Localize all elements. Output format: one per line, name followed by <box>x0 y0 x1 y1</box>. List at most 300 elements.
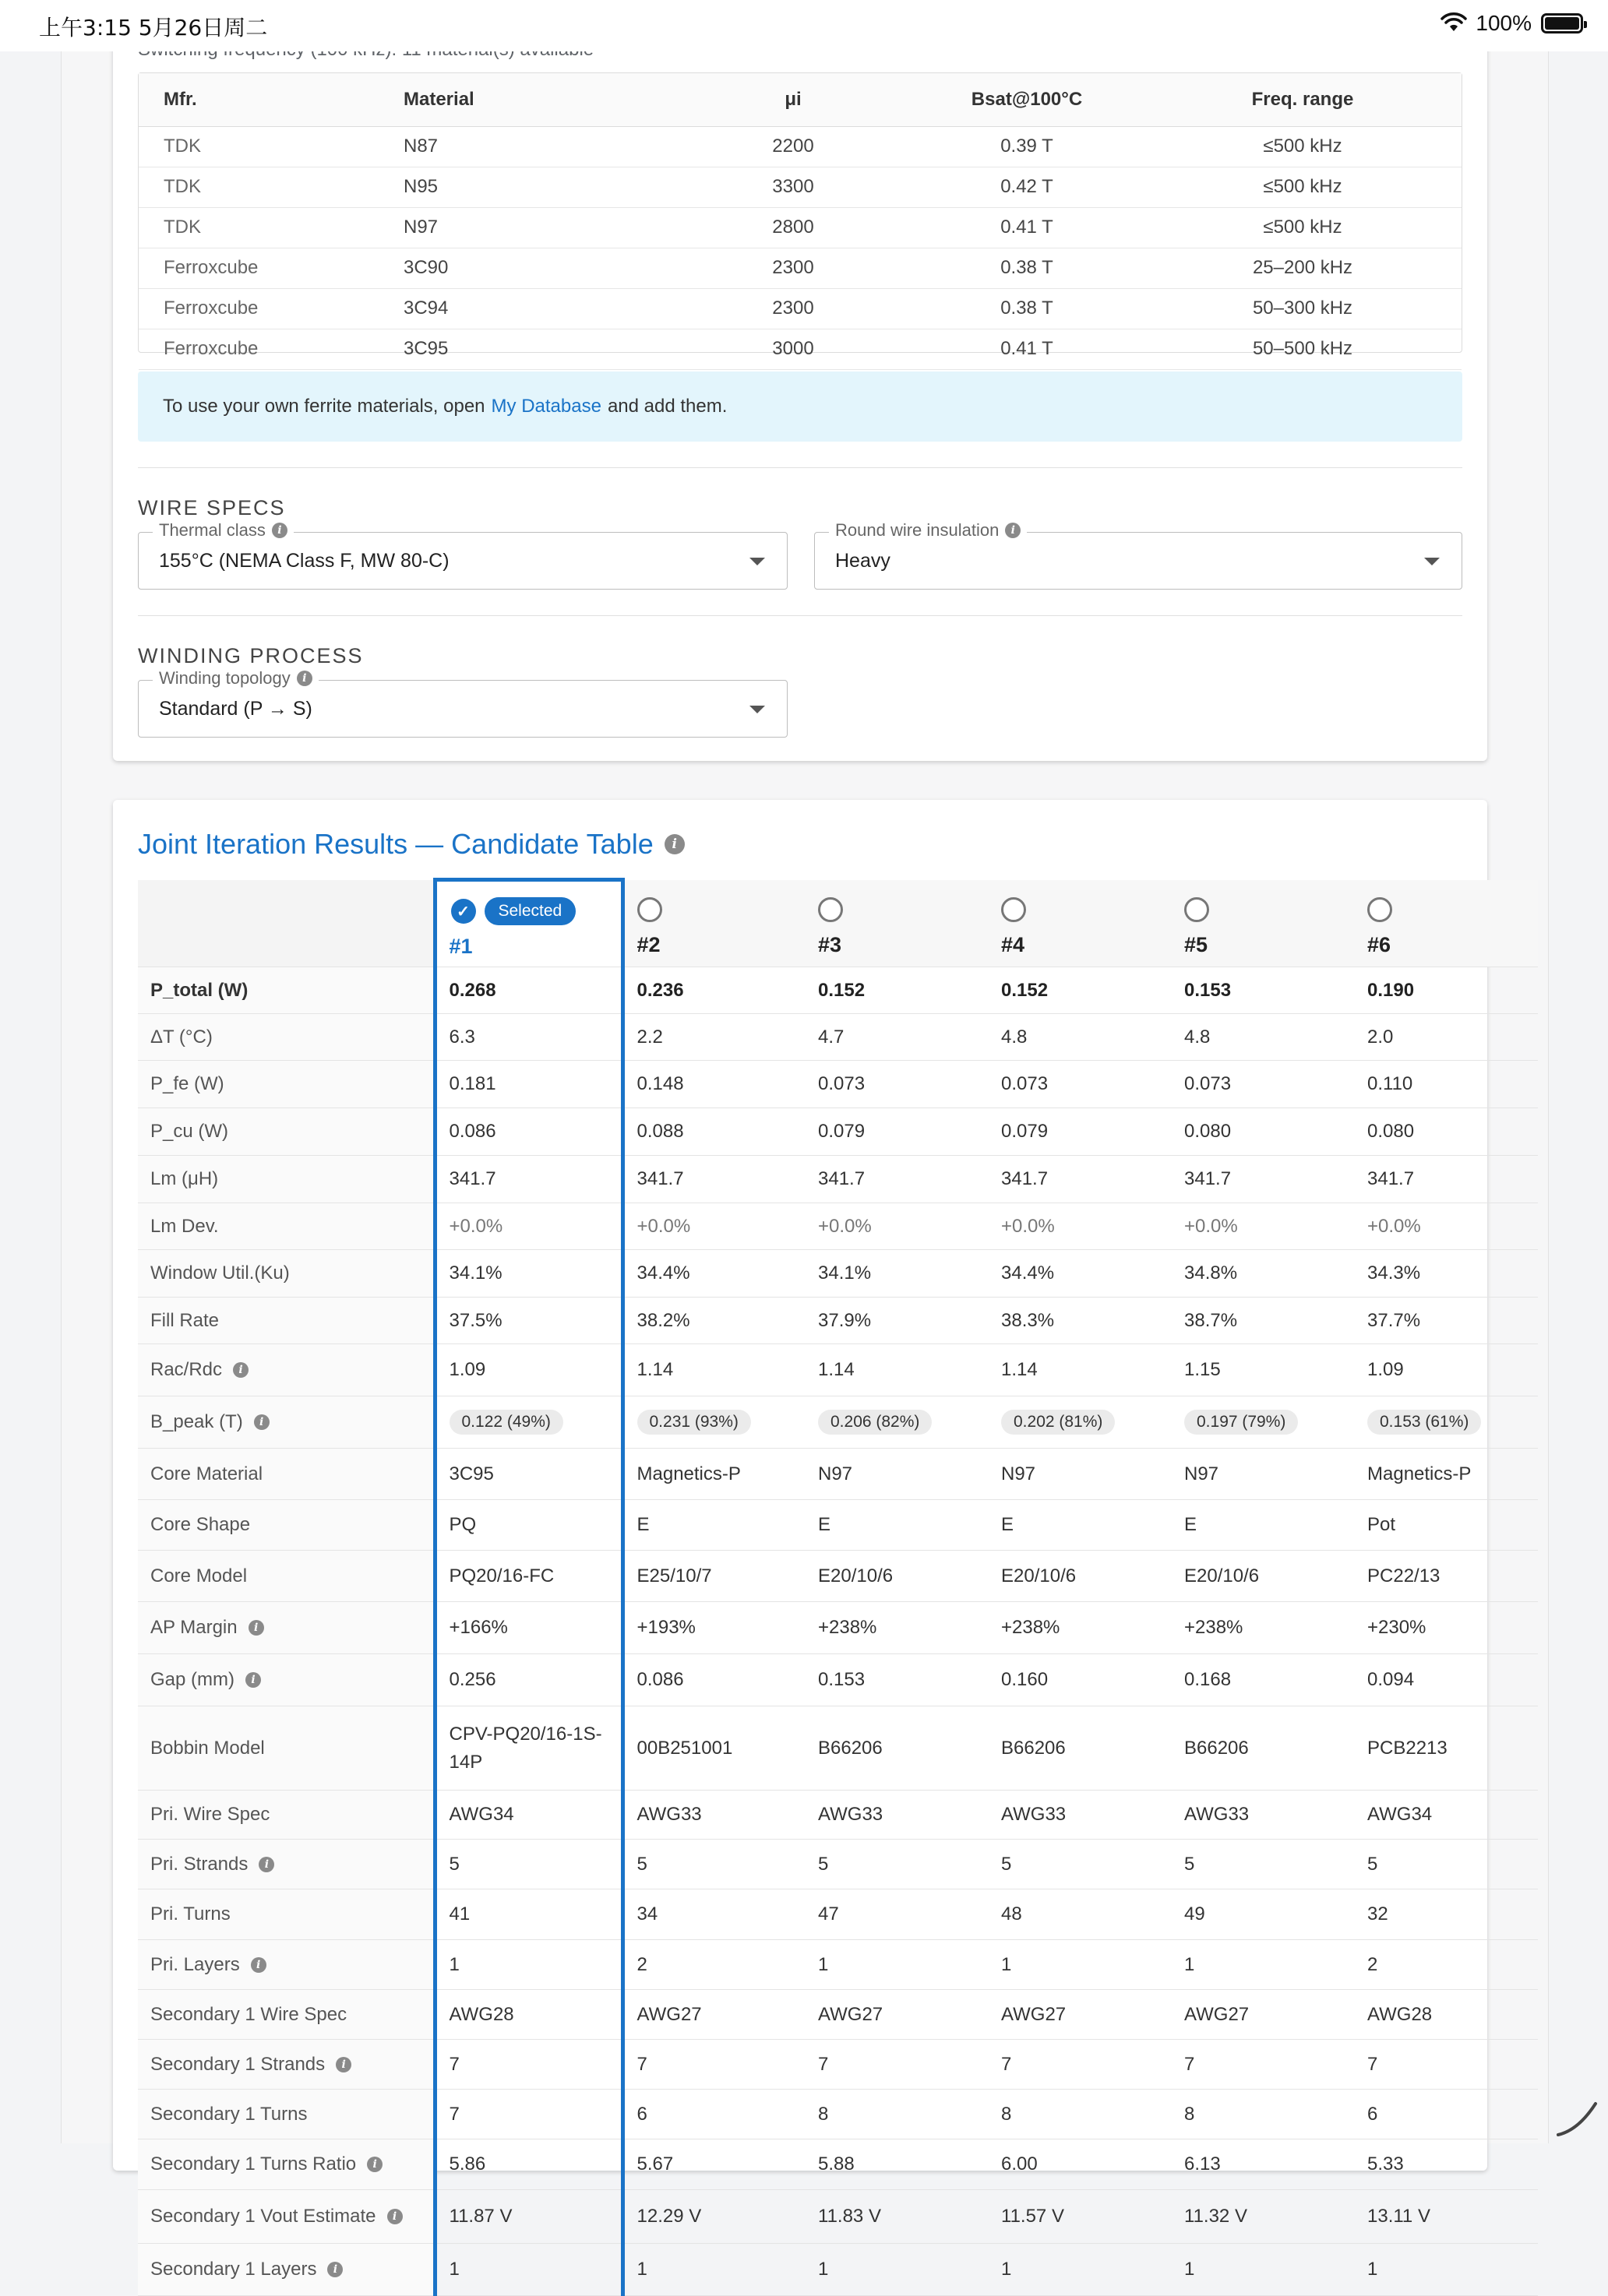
wifi-icon <box>1441 14 1466 33</box>
cell-candidate-6: PC22/13 <box>1355 1551 1538 1602</box>
cell-candidate-2: +193% <box>622 1602 806 1654</box>
table-row <box>138 2040 1538 2090</box>
b-peak-chip: 0.231 (93%) <box>637 1410 751 1435</box>
b-peak-chip: 0.197 (79%) <box>1184 1410 1298 1435</box>
col-material[interactable]: Material <box>404 73 676 126</box>
info-icon[interactable]: i <box>272 523 287 538</box>
cell-candidate-6: 2 <box>1355 1940 1538 1990</box>
material-cell-freq: ≤500 kHz <box>1144 207 1462 248</box>
thermal-class-label <box>153 520 294 541</box>
cell-candidate-2: 7 <box>622 2040 806 2090</box>
cell-candidate-4: 341.7 <box>989 1156 1172 1203</box>
candidate-table[interactable] <box>138 878 1472 2280</box>
row-label-text: P_fe (W) <box>150 1073 224 1094</box>
material-cell-material: 3C95 <box>404 329 676 369</box>
table-row <box>138 1500 1538 1551</box>
cell-candidate-4: +238% <box>989 1602 1172 1654</box>
cell-candidate-1 <box>435 1396 622 1449</box>
cell-candidate-1: 0.268 <box>435 967 622 1014</box>
material-row[interactable] <box>139 207 1462 248</box>
cell-candidate-5: 49 <box>1172 1889 1355 1940</box>
cell-candidate-1: +0.0% <box>435 1203 622 1250</box>
material-cell-bsat: 0.42 T <box>910 167 1144 207</box>
material-cell-bsat: 0.41 T <box>910 207 1144 248</box>
table-row <box>138 1298 1538 1344</box>
cell-candidate-6: 0.190 <box>1355 967 1538 1014</box>
row-label-text: Pri. Strands <box>150 1853 249 1875</box>
cell-candidate-4: 1 <box>989 2244 1172 2296</box>
cell-candidate-3: 5 <box>806 1840 989 1889</box>
b-peak-chip: 0.122 (49%) <box>450 1410 563 1435</box>
cell-candidate-4: 6.00 <box>989 2139 1172 2190</box>
material-cell-mu: 3000 <box>676 329 910 369</box>
cell-candidate-2: 0.086 <box>622 1654 806 1706</box>
cell-candidate-5: B66206 <box>1172 1706 1355 1791</box>
cell-candidate-2: 5 <box>622 1840 806 1889</box>
cell-candidate-2: 1 <box>622 2244 806 2296</box>
cell-candidate-5: 5 <box>1172 1840 1355 1889</box>
cell-candidate-2: AWG33 <box>622 1791 806 1840</box>
row-label-text: P_cu (W) <box>150 1121 229 1142</box>
battery-icon <box>1541 13 1583 33</box>
table-row <box>138 2139 1538 2190</box>
table-row <box>138 1706 1538 1791</box>
row-label <box>138 1449 435 1500</box>
cell-candidate-3: +238% <box>806 1602 989 1654</box>
cell-candidate-2: 0.088 <box>622 1108 806 1156</box>
material-cell-mfr: TDK <box>139 207 404 248</box>
cell-candidate-6: AWG28 <box>1355 1990 1538 2040</box>
cell-candidate-4: 0.079 <box>989 1108 1172 1156</box>
info-icon[interactable]: i <box>297 671 312 686</box>
cell-candidate-2: AWG27 <box>622 1990 806 2040</box>
cell-candidate-2: 0.148 <box>622 1061 806 1108</box>
material-row[interactable] <box>139 248 1462 288</box>
candidate-header-2[interactable] <box>622 880 806 967</box>
cell-candidate-6: 13.11 V <box>1355 2190 1538 2244</box>
cell-candidate-6: 1.09 <box>1355 1344 1538 1396</box>
row-label <box>138 967 435 1014</box>
cell-candidate-2: E <box>622 1500 806 1551</box>
b-peak-chip: 0.206 (82%) <box>818 1410 932 1435</box>
material-cell-mu: 2800 <box>676 207 910 248</box>
material-cell-mu: 2300 <box>676 288 910 329</box>
cell-candidate-4: B66206 <box>989 1706 1172 1791</box>
row-label-text: Pri. Layers <box>150 1953 240 1975</box>
table-row <box>138 1602 1538 1654</box>
info-icon[interactable]: i <box>233 1362 249 1378</box>
cell-candidate-3: 0.153 <box>806 1654 989 1706</box>
cell-candidate-5: 11.32 V <box>1172 2190 1355 2244</box>
row-label <box>138 1791 435 1840</box>
page-content <box>61 0 1549 2280</box>
cell-candidate-3: 1.14 <box>806 1344 989 1396</box>
cell-candidate-6: 37.7% <box>1355 1298 1538 1344</box>
info-icon[interactable]: i <box>254 1414 270 1430</box>
row-label-text: Secondary 1 Strands <box>150 2053 326 2075</box>
cell-candidate-3: 0.079 <box>806 1108 989 1156</box>
cell-candidate-5: +0.0% <box>1172 1203 1355 1250</box>
table-row <box>138 1840 1538 1889</box>
cell-candidate-6: 5 <box>1355 1840 1538 1889</box>
material-row[interactable] <box>139 329 1462 369</box>
header-corner <box>138 880 435 967</box>
candidate-header-4[interactable] <box>989 880 1172 967</box>
cell-candidate-6: 2.0 <box>1355 1014 1538 1061</box>
row-label-text: P_total (W) <box>150 979 249 1001</box>
cell-candidate-6: 341.7 <box>1355 1156 1538 1203</box>
col-freq[interactable]: Freq. range <box>1144 73 1462 126</box>
material-row[interactable] <box>139 126 1462 167</box>
row-label-text: Pri. Wire Spec <box>150 1804 270 1825</box>
cell-candidate-4: 8 <box>989 2090 1172 2139</box>
my-database-link[interactable]: My Database <box>491 396 601 417</box>
cell-candidate-1: 1.09 <box>435 1344 622 1396</box>
cell-candidate-4: 0.152 <box>989 967 1172 1014</box>
cell-candidate-4: 1.14 <box>989 1344 1172 1396</box>
row-label <box>138 2139 435 2190</box>
cell-candidate-4: E <box>989 1500 1172 1551</box>
info-icon[interactable]: i <box>336 2057 351 2072</box>
table-row <box>138 1889 1538 1940</box>
row-label <box>138 1298 435 1344</box>
cell-candidate-3: +0.0% <box>806 1203 989 1250</box>
cell-candidate-4 <box>989 1396 1172 1449</box>
cell-candidate-5: 7 <box>1172 2040 1355 2090</box>
cell-candidate-1: AWG34 <box>435 1791 622 1840</box>
row-label <box>138 1990 435 2040</box>
row-label-text: Lm (μH) <box>150 1168 219 1189</box>
candidate-number: #5 <box>1184 932 1208 956</box>
material-cell-mfr: Ferroxcube <box>139 288 404 329</box>
material-cell-material: N87 <box>404 126 676 167</box>
chevron-down-icon[interactable] <box>749 706 765 713</box>
table-row <box>138 1396 1538 1449</box>
cell-candidate-5: AWG33 <box>1172 1791 1355 1840</box>
row-label <box>138 1061 435 1108</box>
cell-candidate-5: 0.168 <box>1172 1654 1355 1706</box>
cell-candidate-3: 341.7 <box>806 1156 989 1203</box>
cell-candidate-5: 341.7 <box>1172 1156 1355 1203</box>
cell-candidate-2: 6 <box>622 2090 806 2139</box>
battery-percent: 100% <box>1476 11 1532 35</box>
table-row <box>138 2190 1538 2244</box>
row-label-text: Secondary 1 Wire Spec <box>150 2003 347 2025</box>
check-circle-icon[interactable]: ✓ <box>451 899 476 924</box>
cell-candidate-5: 0.073 <box>1172 1061 1355 1108</box>
cell-candidate-5: N97 <box>1172 1449 1355 1500</box>
cell-candidate-3: 11.83 V <box>806 2190 989 2244</box>
chevron-down-icon[interactable] <box>749 558 765 565</box>
results-title <box>138 828 685 861</box>
cell-candidate-4: 11.57 V <box>989 2190 1172 2244</box>
insulation-select[interactable] <box>814 520 1462 590</box>
cell-candidate-5: AWG27 <box>1172 1990 1355 2040</box>
cell-candidate-6: Magnetics-P <box>1355 1449 1538 1500</box>
cell-candidate-5: 1.15 <box>1172 1344 1355 1396</box>
candidate-number: #3 <box>818 932 842 956</box>
radio-icon[interactable] <box>1184 897 1209 922</box>
cell-candidate-1: PQ20/16-FC <box>435 1551 622 1602</box>
cell-candidate-6: 0.080 <box>1355 1108 1538 1156</box>
cell-candidate-1: PQ <box>435 1500 622 1551</box>
thermal-class-value: 155°C (NEMA Class F, MW 80-C) <box>159 550 450 572</box>
row-label <box>138 1840 435 1889</box>
insulation-label <box>829 520 1027 541</box>
cell-candidate-5: 1 <box>1172 1940 1355 1990</box>
table-row <box>138 2244 1538 2296</box>
row-label <box>138 1889 435 1940</box>
cell-candidate-4: E20/10/6 <box>989 1551 1172 1602</box>
row-label <box>138 1551 435 1602</box>
cell-candidate-1: 0.256 <box>435 1654 622 1706</box>
info-icon[interactable]: i <box>251 1957 266 1973</box>
cell-candidate-6 <box>1355 1396 1538 1449</box>
cell-candidate-4: 0.160 <box>989 1654 1172 1706</box>
cell-candidate-1: 11.87 V <box>435 2190 622 2244</box>
materials-table[interactable] <box>138 72 1462 359</box>
row-label <box>138 1156 435 1203</box>
cell-candidate-1: 341.7 <box>435 1156 622 1203</box>
row-label-text: Pri. Turns <box>150 1903 231 1924</box>
status-bar <box>0 0 1608 51</box>
radio-icon[interactable] <box>1367 897 1392 922</box>
cell-candidate-6: Pot <box>1355 1500 1538 1551</box>
cell-candidate-3: 34.1% <box>806 1250 989 1298</box>
cell-candidate-1: 3C95 <box>435 1449 622 1500</box>
cell-candidate-3: 4.7 <box>806 1014 989 1061</box>
cell-candidate-4: 38.3% <box>989 1298 1172 1344</box>
cell-candidate-3: E20/10/6 <box>806 1551 989 1602</box>
results-title-text: Joint Iteration Results — Candidate Table <box>138 828 654 860</box>
row-label-text: Secondary 1 Turns <box>150 2103 308 2125</box>
cell-candidate-3: 0.152 <box>806 967 989 1014</box>
cell-candidate-2: 2.2 <box>622 1014 806 1061</box>
cell-candidate-1: 7 <box>435 2090 622 2139</box>
table-row <box>138 967 1538 1014</box>
cell-candidate-5: 6.13 <box>1172 2139 1355 2190</box>
row-label <box>138 1203 435 1250</box>
cell-candidate-5: 0.153 <box>1172 967 1355 1014</box>
cell-candidate-3: 1 <box>806 1940 989 1990</box>
cell-candidate-4: 48 <box>989 1889 1172 1940</box>
row-label-text: Secondary 1 Vout Estimate <box>150 2206 376 2227</box>
table-row <box>138 1940 1538 1990</box>
material-cell-mu: 2300 <box>676 248 910 288</box>
col-mu[interactable]: μi <box>676 73 910 126</box>
info-icon[interactable]: i <box>245 1672 261 1688</box>
cell-candidate-2: 2 <box>622 1940 806 1990</box>
cell-candidate-6: 1 <box>1355 2244 1538 2296</box>
cell-candidate-3: AWG27 <box>806 1990 989 2040</box>
cell-candidate-3: 8 <box>806 2090 989 2139</box>
info-box <box>138 372 1462 442</box>
cell-candidate-1: 7 <box>435 2040 622 2090</box>
cell-candidate-2: 1.14 <box>622 1344 806 1396</box>
material-cell-mu: 3300 <box>676 167 910 207</box>
table-row <box>138 1449 1538 1500</box>
cell-candidate-2: 5.67 <box>622 2139 806 2190</box>
info-icon[interactable]: i <box>327 2262 343 2277</box>
material-cell-mfr: TDK <box>139 126 404 167</box>
info-icon[interactable]: i <box>249 1620 264 1636</box>
candidate-number: #1 <box>449 935 473 958</box>
cell-candidate-4: 5 <box>989 1840 1172 1889</box>
table-row <box>138 1250 1538 1298</box>
cell-candidate-4: 34.4% <box>989 1250 1172 1298</box>
materials-header-row <box>139 73 1462 126</box>
cell-candidate-6: 7 <box>1355 2040 1538 2090</box>
cell-candidate-2: 12.29 V <box>622 2190 806 2244</box>
info-icon[interactable]: i <box>1005 523 1021 538</box>
info-icon[interactable]: i <box>665 834 685 854</box>
row-label <box>138 2190 435 2244</box>
cell-candidate-5 <box>1172 1396 1355 1449</box>
cell-candidate-5: 1 <box>1172 2244 1355 2296</box>
material-cell-bsat: 0.38 T <box>910 288 1144 329</box>
cell-candidate-5: 4.8 <box>1172 1014 1355 1061</box>
cell-candidate-5: E <box>1172 1500 1355 1551</box>
cell-candidate-1: 37.5% <box>435 1298 622 1344</box>
table-row <box>138 1344 1538 1396</box>
winding-topology-label-text: Winding topology <box>159 668 291 688</box>
radio-icon[interactable] <box>1001 897 1026 922</box>
row-label-text: Core Material <box>150 1463 263 1484</box>
row-label-text: Core Shape <box>150 1514 251 1535</box>
cell-candidate-2 <box>622 1396 806 1449</box>
cell-candidate-2: +0.0% <box>622 1203 806 1250</box>
results-card <box>113 800 1487 2280</box>
table-row <box>138 1203 1538 1250</box>
table-row <box>138 1156 1538 1203</box>
row-label <box>138 1014 435 1061</box>
cell-candidate-2: 341.7 <box>622 1156 806 1203</box>
row-label-text: Lm Dev. <box>150 1215 219 1237</box>
radio-icon[interactable] <box>818 897 843 922</box>
table-row <box>138 1791 1538 1840</box>
cell-candidate-1: AWG28 <box>435 1990 622 2040</box>
candidate-header-row <box>138 880 1538 967</box>
row-label-text: Bobbin Model <box>150 1737 265 1759</box>
b-peak-chip: 0.202 (81%) <box>1001 1410 1115 1435</box>
material-row[interactable] <box>139 167 1462 207</box>
row-label <box>138 2244 435 2296</box>
col-mfr[interactable]: Mfr. <box>139 73 404 126</box>
cell-candidate-1: 5.86 <box>435 2139 622 2190</box>
winding-topology-value: Standard (P → S) <box>159 698 312 720</box>
table-row <box>138 1990 1538 2040</box>
table-row <box>138 1108 1538 1156</box>
status-time: 上午3:15 5月26日周二 <box>39 15 268 40</box>
cell-candidate-1: 1 <box>435 2244 622 2296</box>
settings-card <box>113 0 1487 761</box>
cell-candidate-6: +230% <box>1355 1602 1538 1654</box>
wire-specs-title: WIRE SPECS <box>138 496 286 519</box>
material-cell-freq: ≤500 kHz <box>1144 126 1462 167</box>
row-label <box>138 1108 435 1156</box>
cell-candidate-2: 0.236 <box>622 967 806 1014</box>
info-text-prefix: To use your own ferrite materials, open <box>163 396 485 417</box>
cell-candidate-6: PCB2213 <box>1355 1706 1538 1791</box>
cell-candidate-5: +238% <box>1172 1602 1355 1654</box>
candidate-header-5[interactable] <box>1172 880 1355 967</box>
row-label <box>138 1602 435 1654</box>
material-cell-mu: 2200 <box>676 126 910 167</box>
material-cell-material: 3C90 <box>404 248 676 288</box>
cell-candidate-3: N97 <box>806 1449 989 1500</box>
cell-candidate-6: 6 <box>1355 2090 1538 2139</box>
cell-candidate-1: 6.3 <box>435 1014 622 1061</box>
cell-candidate-4: 1 <box>989 1940 1172 1990</box>
cell-candidate-3: E <box>806 1500 989 1551</box>
row-label-text: Rac/Rdc <box>150 1359 223 1380</box>
candidate-number: #6 <box>1367 932 1391 956</box>
info-text-suffix: and add them. <box>607 396 728 417</box>
cell-candidate-1: 41 <box>435 1889 622 1940</box>
chevron-down-icon[interactable] <box>1424 558 1440 565</box>
info-icon[interactable]: i <box>259 1857 274 1872</box>
material-cell-mfr: TDK <box>139 167 404 207</box>
cell-candidate-3: AWG33 <box>806 1791 989 1840</box>
cell-candidate-3: B66206 <box>806 1706 989 1791</box>
thermal-class-select[interactable] <box>138 520 788 590</box>
material-cell-material: 3C94 <box>404 288 676 329</box>
thermal-class-label-text: Thermal class <box>159 520 266 540</box>
stylus-icon[interactable] <box>1555 2099 1602 2138</box>
table-row <box>138 1654 1538 1706</box>
candidate-header-3[interactable] <box>806 880 989 967</box>
material-cell-material: N95 <box>404 167 676 207</box>
row-label-text: B_peak (T) <box>150 1411 243 1432</box>
material-row[interactable] <box>139 288 1462 329</box>
table-row <box>138 2090 1538 2139</box>
row-label <box>138 2090 435 2139</box>
info-icon[interactable]: i <box>387 2209 403 2224</box>
cell-candidate-3: 0.073 <box>806 1061 989 1108</box>
cell-candidate-6: 5.33 <box>1355 2139 1538 2190</box>
row-label-text: ΔT (°C) <box>150 1026 213 1048</box>
candidate-header-6[interactable] <box>1355 880 1538 967</box>
winding-topology-select[interactable] <box>138 668 788 738</box>
insulation-value: Heavy <box>835 550 890 572</box>
material-cell-mfr: Ferroxcube <box>139 248 404 288</box>
cell-candidate-5: E20/10/6 <box>1172 1551 1355 1602</box>
material-cell-freq: 25–200 kHz <box>1144 248 1462 288</box>
cell-candidate-4: AWG27 <box>989 1990 1172 2040</box>
info-icon[interactable]: i <box>367 2157 383 2172</box>
cell-candidate-5: 0.080 <box>1172 1108 1355 1156</box>
cell-candidate-3: 37.9% <box>806 1298 989 1344</box>
candidate-header-1[interactable] <box>435 880 622 967</box>
cell-candidate-4: AWG33 <box>989 1791 1172 1840</box>
col-bsat[interactable]: Bsat@100°C <box>910 73 1144 126</box>
cell-candidate-5: 38.7% <box>1172 1298 1355 1344</box>
cell-candidate-1: 34.1% <box>435 1250 622 1298</box>
cell-candidate-6: 0.094 <box>1355 1654 1538 1706</box>
cell-candidate-1: 0.086 <box>435 1108 622 1156</box>
insulation-label-text: Round wire insulation <box>835 520 1000 540</box>
cell-candidate-2: Magnetics-P <box>622 1449 806 1500</box>
cell-candidate-4: 4.8 <box>989 1014 1172 1061</box>
radio-icon[interactable] <box>637 897 662 922</box>
material-cell-bsat: 0.38 T <box>910 248 1144 288</box>
cell-candidate-6: +0.0% <box>1355 1203 1538 1250</box>
cell-candidate-4: +0.0% <box>989 1203 1172 1250</box>
table-row <box>138 1061 1538 1108</box>
table-row <box>138 1551 1538 1602</box>
material-cell-bsat: 0.41 T <box>910 329 1144 369</box>
b-peak-chip: 0.153 (61%) <box>1367 1410 1481 1435</box>
